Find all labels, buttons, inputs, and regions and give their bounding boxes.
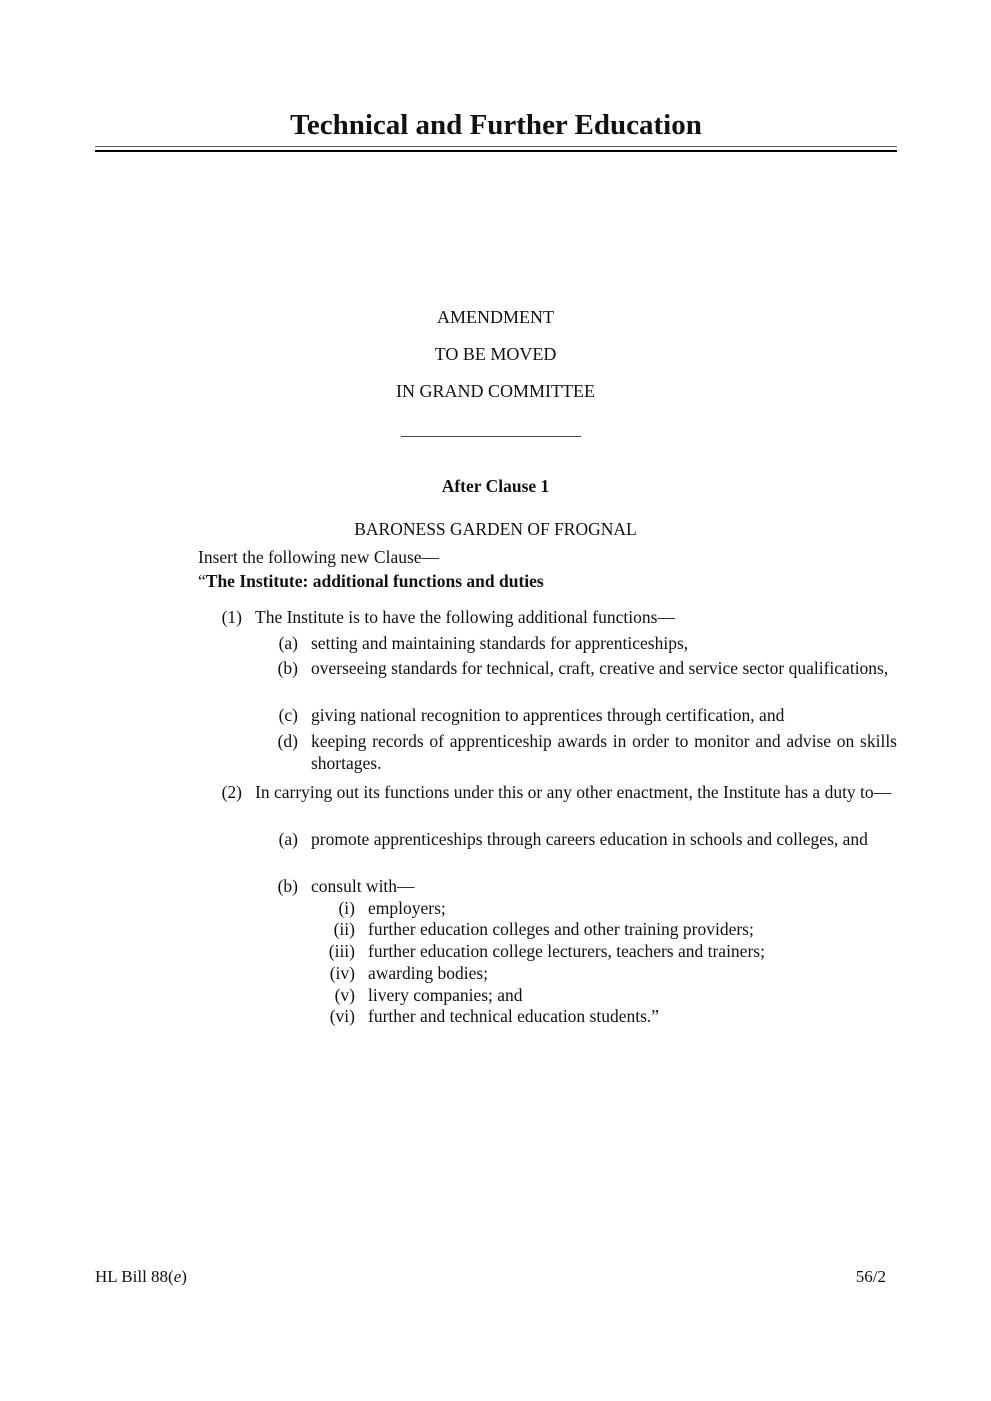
document-title: Technical and Further Education (290, 109, 702, 141)
subsection-number: (1) (221, 607, 242, 627)
paragraph-text: overseeing standards for technical, craft, creative and service sector qualifications, (311, 658, 889, 678)
subparagraph-number: (v) (334, 985, 355, 1005)
title-rule-thin (95, 146, 897, 147)
paragraph-number: (d) (277, 731, 298, 751)
subparagraph-text: further education colleges and other training providers; (368, 919, 754, 939)
paragraph-text: setting and maintaining standards for apprenticeships, (311, 633, 689, 653)
subparagraph-text: awarding bodies; (368, 963, 489, 983)
bill-ref-suffix: ) (181, 1267, 187, 1286)
paragraph-number: (b) (277, 876, 298, 896)
paragraph-text: promote apprenticeships through careers education in schools and colleges, and (311, 829, 868, 849)
amendment-mover: BARONESS GARDEN OF FROGNAL (354, 519, 637, 539)
paragraph-number: (c) (278, 705, 298, 725)
subparagraph-text: further education college lecturers, teachers and trainers; (368, 941, 765, 961)
paragraph-number: (a) (278, 829, 298, 849)
paragraph-text: giving national recognition to apprentices through certification, and (311, 705, 785, 725)
subsection-text: The Institute is to have the following additional functions— (255, 607, 675, 627)
subparagraph-text: employers; (368, 898, 446, 918)
subparagraph-number: (vi) (329, 1006, 355, 1026)
heading-amendment: AMENDMENT (437, 307, 554, 327)
bill-ref-italic: e (173, 1267, 182, 1286)
subparagraph-number: (i) (338, 898, 355, 918)
bill-ref-prefix: HL Bill 88( (95, 1267, 174, 1286)
subparagraph-number: (iii) (328, 941, 355, 961)
subsection-number: (2) (221, 782, 242, 802)
heading-to-be-moved: TO BE MOVED (434, 344, 557, 364)
heading-divider (401, 436, 581, 437)
paragraph-number: (b) (277, 658, 298, 678)
subparagraph-number: (ii) (333, 919, 355, 939)
paragraph-text: consult with— (311, 876, 415, 896)
amendment-number: 56/2 (855, 1267, 886, 1286)
clause-title-text: The Institute: additional functions and duties (205, 571, 544, 591)
subparagraph-text: further and technical education students.” (368, 1006, 660, 1026)
bill-reference (95, 1266, 187, 1288)
title-rule-thick (95, 150, 897, 152)
paragraph-text: keeping records of apprenticeship awards in order to monitor and advise on skills shortages. (311, 731, 897, 773)
amendment-position: After Clause 1 (441, 476, 550, 496)
paragraph-number: (a) (278, 633, 298, 653)
subparagraph-number: (iv) (329, 963, 355, 983)
clause-open-quote: “ (198, 571, 206, 591)
subparagraph-text: livery companies; and (368, 985, 523, 1005)
amendment-instruction: Insert the following new Clause— (198, 547, 440, 567)
clause-title (198, 570, 544, 592)
subsection-text: In carrying out its functions under this or any other enactment, the Institute has a duty to— (255, 782, 892, 802)
heading-grand-committee: IN GRAND COMMITTEE (396, 381, 595, 401)
